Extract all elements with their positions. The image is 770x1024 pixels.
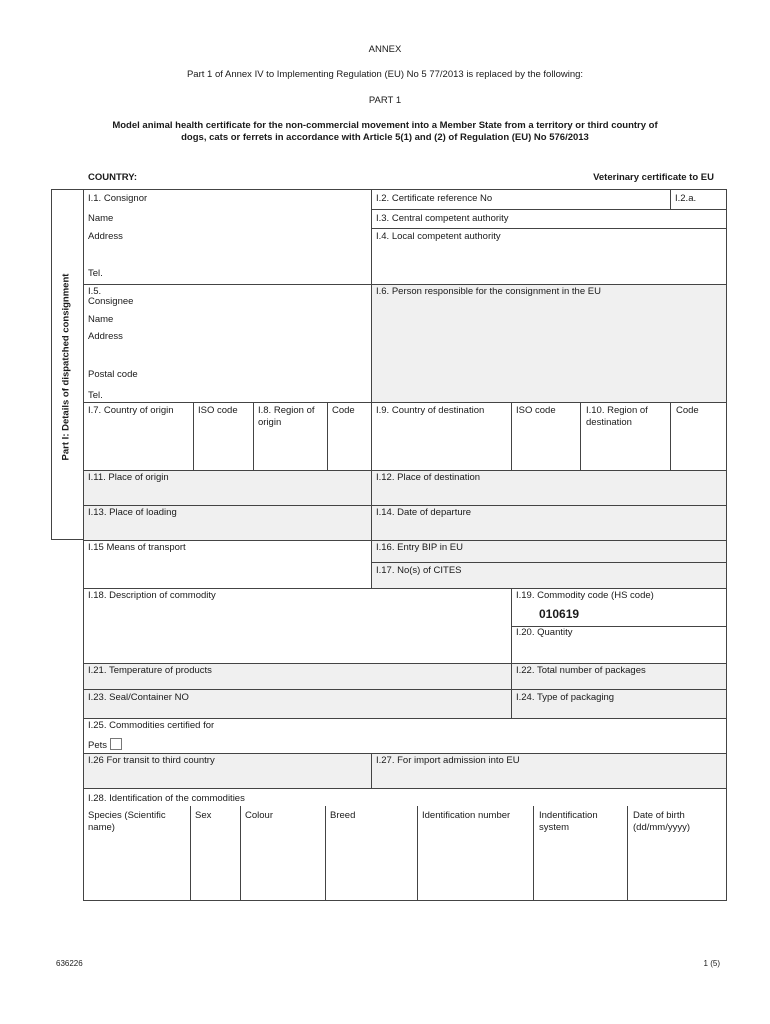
place-origin-field[interactable]: I.11. Place of origin bbox=[88, 472, 169, 483]
consignee-postal-code-field[interactable]: Postal code bbox=[88, 369, 138, 380]
iso-code-destination-field[interactable]: ISO code bbox=[516, 405, 556, 416]
col-id-system-header: Indentification system bbox=[539, 810, 598, 833]
certificate-title-line1: Model animal health certificate for the non-commercial movement into a Member State from a territory or third country of bbox=[112, 120, 658, 131]
consignee-number: I.5. bbox=[88, 286, 102, 297]
central-authority-field[interactable]: I.3. Central competent authority bbox=[376, 213, 509, 224]
part-heading: PART 1 bbox=[368, 95, 402, 106]
entry-bip-field[interactable]: I.16. Entry BIP in EU bbox=[376, 542, 463, 553]
cites-field[interactable]: I.17. No(s) of CITES bbox=[376, 565, 462, 576]
consignor-name-field[interactable]: Name bbox=[88, 213, 114, 224]
annex-heading: ANNEX bbox=[368, 44, 402, 55]
commodity-code-value[interactable]: 010619 bbox=[539, 607, 580, 621]
pets-option[interactable] bbox=[88, 738, 122, 752]
intro-text: Part 1 of Annex IV to Implementing Regulation (EU) No 5 77/2013 is replaced by the following: bbox=[186, 69, 584, 80]
type-packaging-field[interactable]: I.24. Type of packaging bbox=[516, 692, 615, 703]
person-responsible-field[interactable]: I.6. Person responsible for the consignment in the EU bbox=[376, 286, 601, 297]
quantity-field[interactable]: I.20. Quantity bbox=[516, 627, 573, 638]
certificate-reference-field[interactable]: I.2. Certificate reference No bbox=[376, 193, 493, 204]
country-label: COUNTRY: bbox=[88, 172, 138, 183]
consignor-address-field[interactable]: Address bbox=[88, 231, 123, 242]
consignor-tel-field[interactable]: Tel. bbox=[88, 268, 103, 279]
date-departure-field[interactable]: I.14. Date of departure bbox=[376, 507, 472, 518]
consignee-tel-field[interactable]: Tel. bbox=[88, 390, 103, 401]
field-i2a[interactable]: I.2.a. bbox=[675, 193, 697, 204]
commodity-code-label: I.19. Commodity code (HS code) bbox=[516, 590, 654, 601]
pets-label: Pets bbox=[88, 740, 108, 751]
seal-container-field[interactable]: I.23. Seal/Container NO bbox=[88, 692, 189, 703]
col-breed-header: Breed bbox=[330, 810, 356, 821]
sidebar-label: Part I: Details of dispatched consignment bbox=[60, 273, 72, 461]
place-destination-field[interactable]: I.12. Place of destination bbox=[376, 472, 481, 483]
region-destination-field[interactable]: I.10. Region of destination bbox=[586, 405, 648, 428]
consignor-label: I.1. Consignor bbox=[88, 193, 148, 204]
document-id: 636226 bbox=[56, 959, 83, 968]
code-destination-field[interactable]: Code bbox=[676, 405, 699, 416]
identification-label: I.28. Identification of the commodities bbox=[88, 793, 245, 804]
total-packages-field[interactable]: I.22. Total number of packages bbox=[516, 665, 646, 676]
transit-field[interactable]: I.26 For transit to third country bbox=[88, 755, 215, 766]
place-loading-field[interactable]: I.13. Place of loading bbox=[88, 507, 177, 518]
country-destination-field[interactable]: I.9. Country of destination bbox=[376, 405, 485, 416]
col-species-header: Species (Scientific name) bbox=[88, 810, 166, 833]
region-origin-field[interactable]: I.8. Region of origin bbox=[258, 405, 315, 428]
pets-checkbox[interactable] bbox=[110, 738, 122, 750]
consignee-label: Consignee bbox=[88, 296, 134, 307]
consignee-name-field[interactable]: Name bbox=[88, 314, 114, 325]
col-dob-header: Date of birth (dd/mm/yyyy) bbox=[633, 810, 690, 833]
commodities-certified-label: I.25. Commodities certified for bbox=[88, 720, 215, 731]
country-origin-field[interactable]: I.7. Country of origin bbox=[88, 405, 174, 416]
description-commodity-field[interactable]: I.18. Description of commodity bbox=[88, 590, 216, 601]
means-transport-field[interactable]: I.15 Means of transport bbox=[88, 542, 186, 553]
certificate-type-label: Veterinary certificate to EU bbox=[593, 172, 714, 183]
col-colour-header: Colour bbox=[245, 810, 273, 821]
code-origin-field[interactable]: Code bbox=[332, 405, 355, 416]
col-sex-header: Sex bbox=[195, 810, 212, 821]
local-authority-field[interactable]: I.4. Local competent authority bbox=[376, 231, 501, 242]
consignee-address-field[interactable]: Address bbox=[88, 331, 123, 342]
certificate-title-line2: dogs, cats or ferrets in accordance with Article 5(1) and (2) of Regulation (EU) No 576/2013 bbox=[181, 132, 589, 143]
temperature-field[interactable]: I.21. Temperature of products bbox=[88, 665, 212, 676]
col-id-number-header: Identification number bbox=[422, 810, 511, 821]
import-admission-field[interactable]: I.27. For import admission into EU bbox=[376, 755, 520, 766]
iso-code-origin-field[interactable]: ISO code bbox=[198, 405, 238, 416]
page-number: 1 (5) bbox=[703, 959, 720, 968]
